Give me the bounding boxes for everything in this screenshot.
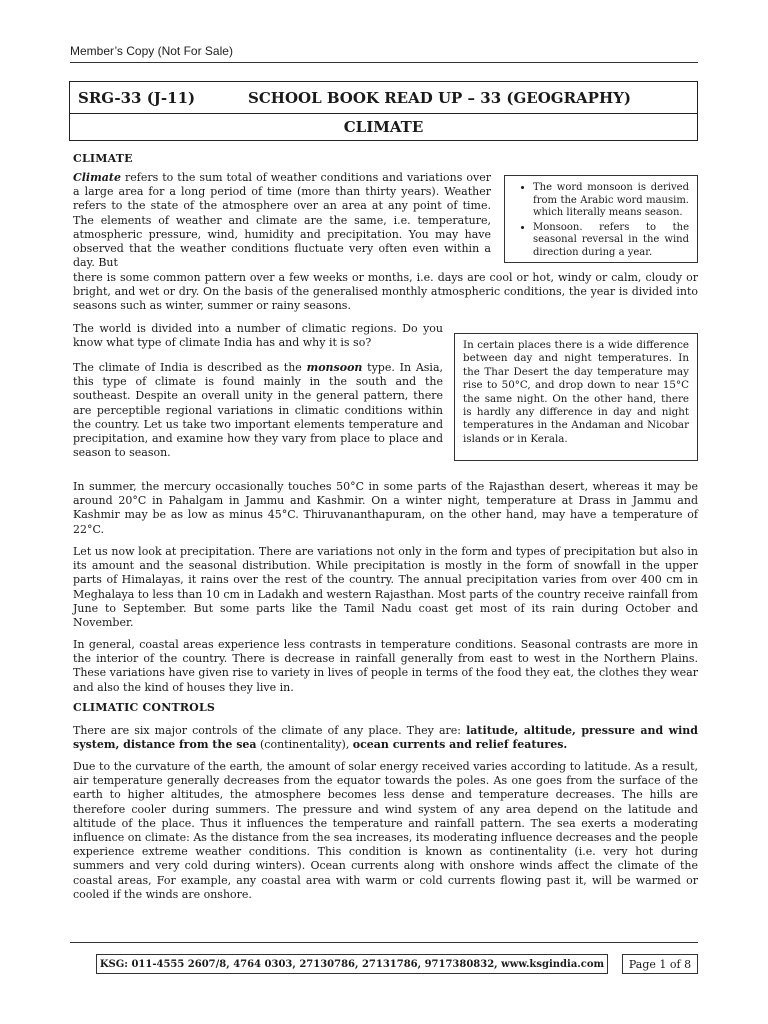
controls-mid: (continentality), xyxy=(256,738,353,752)
precipitation-paragraph: Let us now look at precipitation. There are variations not only in the form and types of precipitation but also in its amount and the seasonal distribution. While precipitation is mostly in the form of snowfall in the upper parts of Himalayas, it rains over the rest of the country. The annual precipitation varies from over 400 cm in Meghalaya to less than 10 cm in Ladakh and western Rajasthan. Most parts of the country receive rainfall from June to September. But some parts like the Tamil Nadu coast get most of its rain during October and November. xyxy=(73,545,698,630)
section-heading-climatic-controls: CLIMATIC CONTROLS xyxy=(73,701,216,714)
monsoon-fact-1: • The word monsoon is derived from the Arabic word mausim. which literally means season. xyxy=(533,182,689,220)
title-row xyxy=(70,82,697,114)
temperature-range-box: In certain places there is a wide difference between day and night temperatures. In the Thar Desert the day temperature may rise to 50°C, and drop down to near 15°C the same night. On the other hand, there is hardly any difference in day and night temperatures in the Andaman and Nicobar islands or in Kerala. xyxy=(454,333,698,461)
controls-bold-2: ocean currents and relief features. xyxy=(352,738,568,752)
footer-divider xyxy=(70,942,698,943)
controls-pre: There are six major controls of the climate of any place. They are: xyxy=(73,724,467,737)
monsoon-post: type. In Asia, this type of climate is found mainly in the south and the southeast. Despite an overall unity in the general pattern, there are perceptible regional variations in climatic conditions within the country. Let us take two important elements temperature and precipitation, and examine how they vary from place to place and season to season. xyxy=(73,361,443,460)
monsoon-pre: The climate of India is described as the xyxy=(73,361,307,374)
climate-paragraph-1-cont: there is some common pattern over a few weeks or months, i.e. days are cool or hot, windy or calm, cloudy or bright, and wet or dry. On the basis of the generalised monthly atmospheric conditions, the year is divided into seasons such as winter, summer or rainy seasons. xyxy=(73,271,698,313)
controls-paragraph-1 xyxy=(73,724,698,752)
book-code: SRG-33 (J-11) xyxy=(78,88,196,107)
monsoon-climate-paragraph xyxy=(73,361,443,460)
temperature-paragraph: In summer, the mercury occasionally touches 50°C in some parts of the Rajasthan desert, whereas it may be around 20°C in Pahalgam in Jammu and Kashmir. On a winter night, temperature at Drass in Jammu and Kashmir may be as low as minus 45°C. Thiruvananthapuram, on the other hand, may have a temperature of 22°C. xyxy=(73,480,698,536)
page-number: Page 1 of 8 xyxy=(622,954,698,974)
controls-bold-1: latitude, altitude, pressure and wind system, distance from the sea xyxy=(73,724,698,752)
monsoon-fact-2: • Monsoon. refers to the seasonal reversal in the wind direction during a year. xyxy=(533,222,689,260)
monsoon-term: monsoon xyxy=(306,361,363,374)
topic-title: CLIMATE xyxy=(343,118,424,136)
contrasts-paragraph: In general, coastal areas experience less contrasts in temperature conditions. Seasonal contrasts are more in the interior of the country. There is decrease in rainfall generally from east to west in the Northern Plains. These variations have given rise to variety in lives of people in terms of the food they eat, the clothes they wear and also the kind of houses they live in. xyxy=(73,638,698,694)
book-title: SCHOOL BOOK READ UP – 33 (GEOGRAPHY) xyxy=(248,88,631,107)
climate-term: Climate xyxy=(73,171,121,184)
climatic-regions-paragraph: The world is divided into a number of climatic regions. Do you know what type of climate India has and why it is so? xyxy=(73,322,443,350)
monsoon-definition-box xyxy=(504,175,698,263)
title-box xyxy=(69,81,698,141)
members-copy-note: Member’s Copy (Not For Sale) xyxy=(70,44,698,63)
climate-text-narrow: refers to the sum total of weather conditions and variations over a large area for a long period of time (more than thirty years). Weather refers to the state of the atmosphere over an area at any point of time. The elements of weather and climate are the same, i.e. temperature, atmospheric pressure, wind, humidity and precipitation. You may have observed that the weather conditions fluctuate very often even within a day. But xyxy=(73,171,491,270)
footer-contact: KSG: 011-4555 2607/8, 4764 0303, 27130786, 27131786, 9717380832, www.ksgindia.com xyxy=(96,954,608,974)
section-heading-climate: CLIMATE xyxy=(73,152,133,165)
controls-paragraph-2: Due to the curvature of the earth, the amount of solar energy received varies according to latitude. As a result, air temperature generally decreases from the equator towards the poles. As one goes from the surface of the earth to higher altitudes, the atmosphere becomes less dense and temperature decreases. The hills are therefore cooler during summers. The pressure and wind system of any area depend on the latitude and altitude of the place. Thus it influences the temperature and rainfall pattern. The sea exerts a moderating influence on climate: As the distance from the sea increases, its moderating influence decreases and the people experience extreme weather conditions. This condition is known as continentality (i.e. very hot during summers and very cold during winters). Ocean currents along with onshore winds affect the climate of the coastal areas, For example, any coastal area with warm or cold currents flowing past it, will be warmed or cooled if the winds are onshore. xyxy=(73,760,698,901)
climate-paragraph-1 xyxy=(73,171,491,270)
